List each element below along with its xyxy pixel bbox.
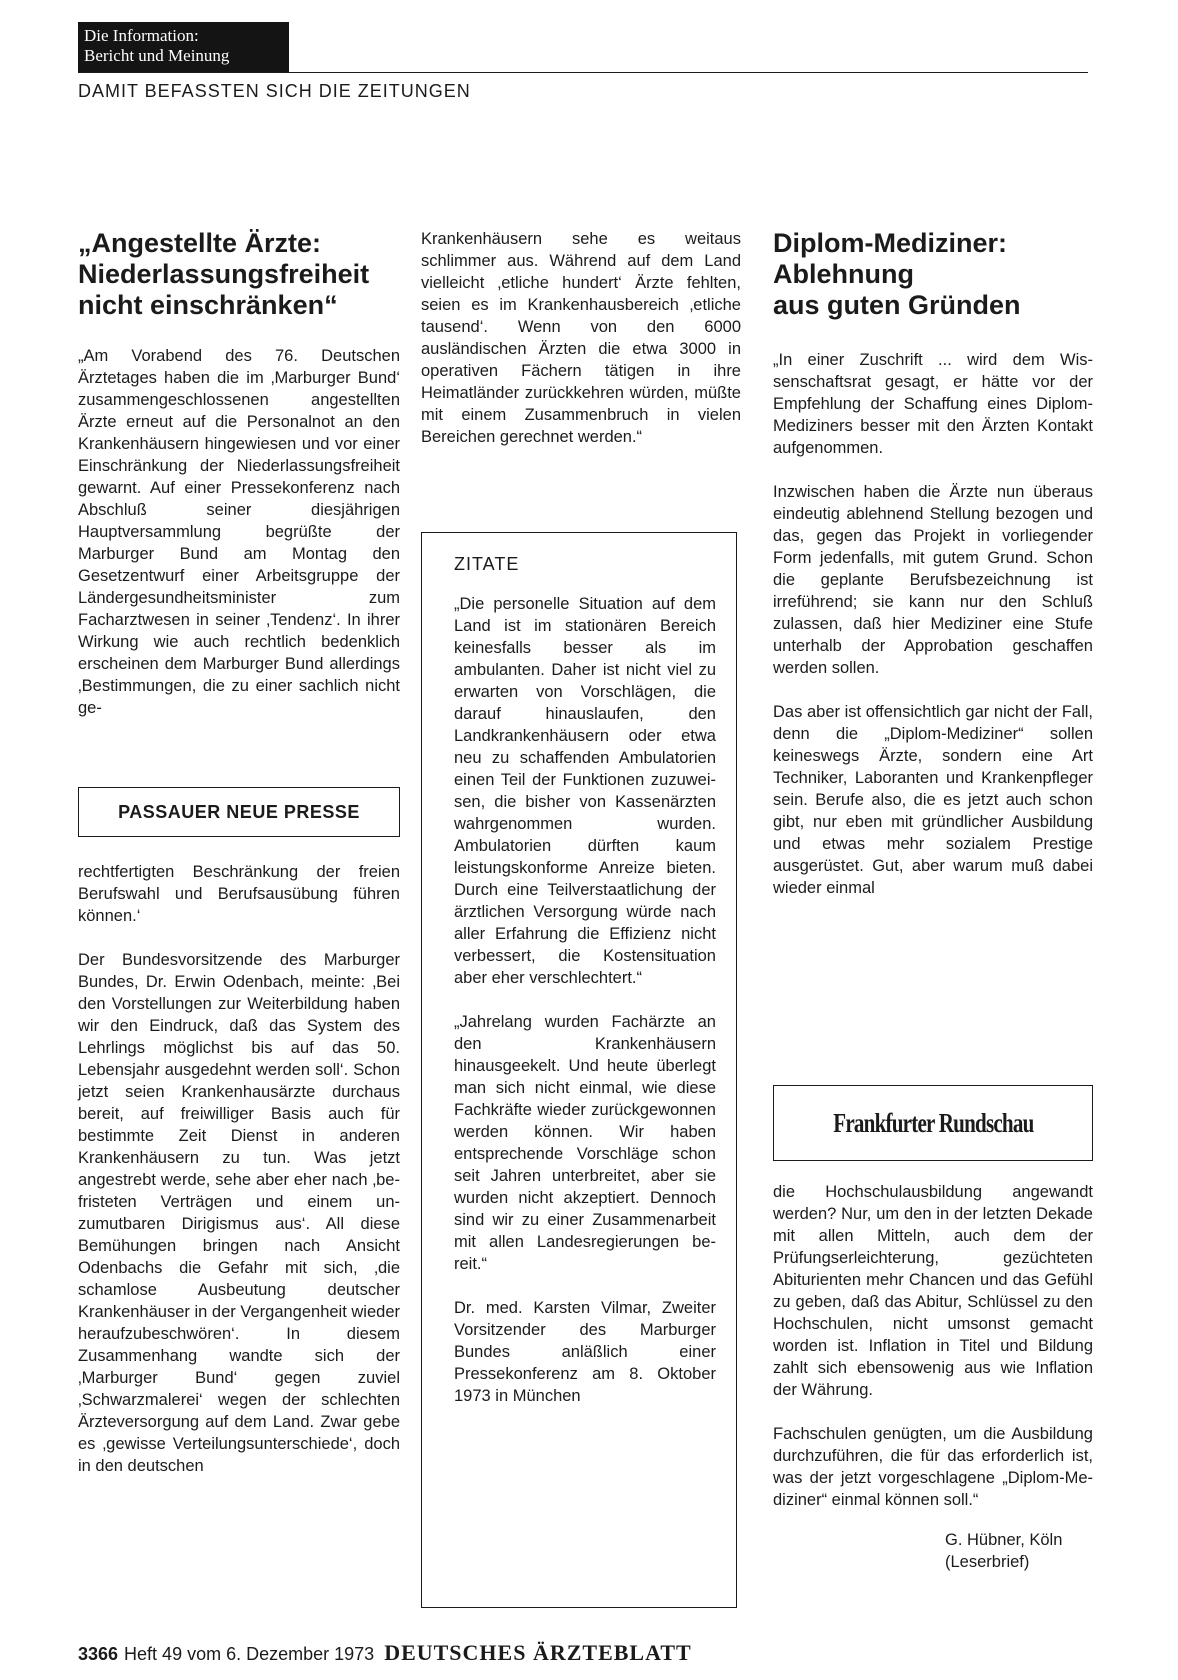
zitate-label: ZITATE — [454, 554, 520, 574]
article1-headline-line1: „Angestellte Ärzte: — [78, 228, 322, 258]
zitate-box — [421, 532, 737, 1608]
article1-paragraph1-part1: „Am Vorabend des 76. Deutschen Ärztetages haben die im ‚Marburger Bund‘ zusammengeschlossenen angestellten Ärzte erneut auf die Personalnot an den Krankenhäusern hingewiesen und vor einer Einschränkung der Niederlassungsfreiheit gewarnt. Auf einer Pressekonferenz nach Abschluß seiner diesjährigen Hauptversammlung begrüßte der Marburger Bund am Montag den Gesetzentwurf einer Arbeitsgruppe der Ländergesundheitsminister zum Facharztwesen in seiner ‚Tendenz‘. In ihrer Wirkung wie auch rechtlich bedenklich erscheinen dem Marburger Bund allerdings ‚Bestimmungen, die zu einer sachlich nicht ge- — [78, 347, 400, 717]
article1-column1 — [78, 228, 400, 1477]
page-number: 3366 — [78, 1644, 119, 1664]
article2-paragraph3-part2: die Hochschulausbildung angewandt werden? Nur, um den in der letzten Dekade mit allen Mitteln, auch dem der Prüfungserleichterung, gezüchteten Abiturienten mehr Chancen und das Gefühl zu geben, daß das Abitur, Schlüssel zu den Hochschulen, nicht umsonst gemacht worden ist. Inflation in Titel und Bildung zahlt sich ebensowenig aus wie Inflation der Währung. — [773, 1183, 1093, 1399]
article1-paragraph2: Der Bundesvorsitzende des Marburger Bundes, Dr. Erwin Odenbach, meinte: ‚Bei den Vorstellungen zur Weiterbildung haben wir den Eindruck, daß das System des Lehrlings möglichst bis auf das 50. Lebensjahr ausgedehnt werden soll‘. Schon jetzt seien Krankenhausärzte durchaus bereit, auf freiwilliger Basis auch für bestimmte Zeit Dienst in anderen Krankenhäusern zu tun. Was jetzt angestrebt werde, sehe aber eher nach ‚befristeten Verträgen und einem unzumutbaren Dirigismus aus‘. All diese Bemühungen bringen nach Ansicht Odenbachs die Gefahr mit sich, ‚die schamlose Ausbeutung deutscher Krankenhäuser in der Vergangenheit wieder heraufzubeschwören‘. In diesem Zusammenhang wandte sich der ‚Marburger Bund‘ gegen zuviel ‚Schwarzmalerei‘ wegen der schlechten Ärzteversorgung auf dem Land. Zwar gebe es ‚gewisse Verteilungsunterschiede‘, doch in den deutschen — [78, 951, 400, 1475]
article2-headline — [773, 228, 1093, 321]
article1-continuation: Krankenhäusern sehe es weitaus schlimmer aus. Während auf dem Land vielleicht ‚etliche hundert‘ Ärzte fehlten, seien es im Krankenhausbereich ‚etliche tausend‘. Wenn von den 6000 ausländischen Ärzten die etwa 3000 in operativen Fächern tätigen in ihre Heimatländer zurückkehren würden, müßte mit einem Zusammenbruch in vielen Bereichen gerechnet werden.“ — [421, 230, 741, 446]
article2-paragraph1: „In einer Zuschrift ... wird dem Wissenschaftsrat gesagt, er hätte vor der Empfehlung der Schaffung eines Diplom-Mediziners besser mit den Ärzten Kontakt aufgenommen. — [773, 351, 1093, 457]
source-box-frankfurter-rundschau — [773, 1085, 1093, 1161]
signature — [773, 1529, 1093, 1573]
article1-paragraph1-part2: rechtfertigten Beschränkung der freien Berufswahl und Berufsausübung führen können.‘ — [78, 863, 400, 925]
article2-headline-line3: aus guten Gründen — [773, 290, 1021, 320]
article2-column — [773, 228, 1093, 1573]
section-tag-line1: Die Information: — [84, 26, 199, 45]
source-label: PASSAUER NEUE PRESSE — [118, 801, 360, 822]
frankfurter-rundschau-logo: Frankfurter Rundschau — [832, 1107, 1034, 1138]
article2-paragraph2: Inzwischen haben die Ärzte nun überaus eindeutig ablehnend Stellung bezogen und das, gegen das Projekt in vorliegender Form jedenfalls, mit gutem Grund. Schon die geplante Berufsbezeichnung ist irreführend; sie kann nur den Schluß zulassen, daß hier Mediziner eine Stufe unterhalb der Approbation geschaffen werden sollen. — [773, 483, 1093, 677]
masthead: DEUTSCHES ÄRZTEBLATT — [384, 1640, 692, 1665]
article1-headline-line3: nicht einschränken“ — [78, 290, 338, 320]
header-rule — [78, 72, 1088, 73]
zitate-quote2: „Jahrelang wurden Fachärzte an den Krankenhäusern hinausgeekelt. Und heute überlegt man sich nicht einmal, wie diese Fachkräfte wieder zurückgewonnen werden können. Wir haben entsprechende Vorschläge schon seit Jahren unterbreitet, aber sie wurden nicht akzeptiert. Dennoch sind wir zu einer Zusammenarbeit mit allen Landesregierungen bereit.“ — [454, 1013, 716, 1273]
section-tag — [78, 22, 289, 72]
issue-info: Heft 49 vom 6. Dezember 1973 — [124, 1644, 375, 1664]
article2-paragraph3-part1: Das aber ist offensichtlich gar nicht der Fall, denn die „Diplom-Mediziner“ sollen keineswegs Ärzte, sondern eine Art Techniker, Laboranten und Krankenpfleger sein. Berufe also, die es jetzt auch schon gibt, nur eben mit gründlicher Ausbildung und etwas mehr sozialem Prestige ausgerüstet. Gut, aber warum muß dabei wieder einmal — [773, 703, 1093, 897]
kicker: DAMIT BEFASSTEN SICH DIE ZEITUNGEN — [78, 81, 471, 101]
source-box-passauer-neue-presse — [78, 787, 400, 837]
article2-headline-line2: Ablehnung — [773, 259, 914, 289]
section-tag-line2: Bericht und Meinung — [84, 46, 230, 65]
article1-headline — [78, 228, 400, 321]
article1-headline-line2: Niederlassungsfreiheit — [78, 259, 370, 289]
footer — [78, 1640, 692, 1666]
signature-name: G. Hübner, Köln — [945, 1531, 1063, 1549]
zitate-quote1: „Die personelle Situation auf dem Land ist im stationären Bereich keinesfalls besser als im ambulanten. Daher ist nicht viel zu erwarten von Vorschlägen, die darauf hinauslaufen, den Landkrankenhäusern oder etwa neu zu schaffenden Ambulatorien einen Teil der Funktionen zuzuweisen, die bisher von Kassenärzten wahrgenommen wurden. Ambulatorien dürften kaum leistungskonforme Anreize bieten. Durch eine Teilverstaatlichung der ärztlichen Versorgung würde nach aller Erfahrung die Effizienz nicht verbessert, die Kostensituation aber eher verschlechtert.“ — [454, 595, 716, 987]
zitate-attribution: Dr. med. Karsten Vilmar, Zweiter Vorsitzender des Marburger Bundes anläßlich einer Pressekonferenz am 8. Oktober 1973 in München — [454, 1299, 716, 1405]
article2-paragraph4: Fachschulen genügten, um die Ausbildung durchzuführen, die für das erforderlich ist, was der jetzt vorgeschlagene „Diplom-Mediziner“ einmal können soll.“ — [773, 1425, 1093, 1509]
article1-column2 — [421, 228, 741, 470]
signature-note: (Leserbrief) — [945, 1553, 1030, 1571]
article2-headline-line1: Diplom-Mediziner: — [773, 228, 1007, 258]
